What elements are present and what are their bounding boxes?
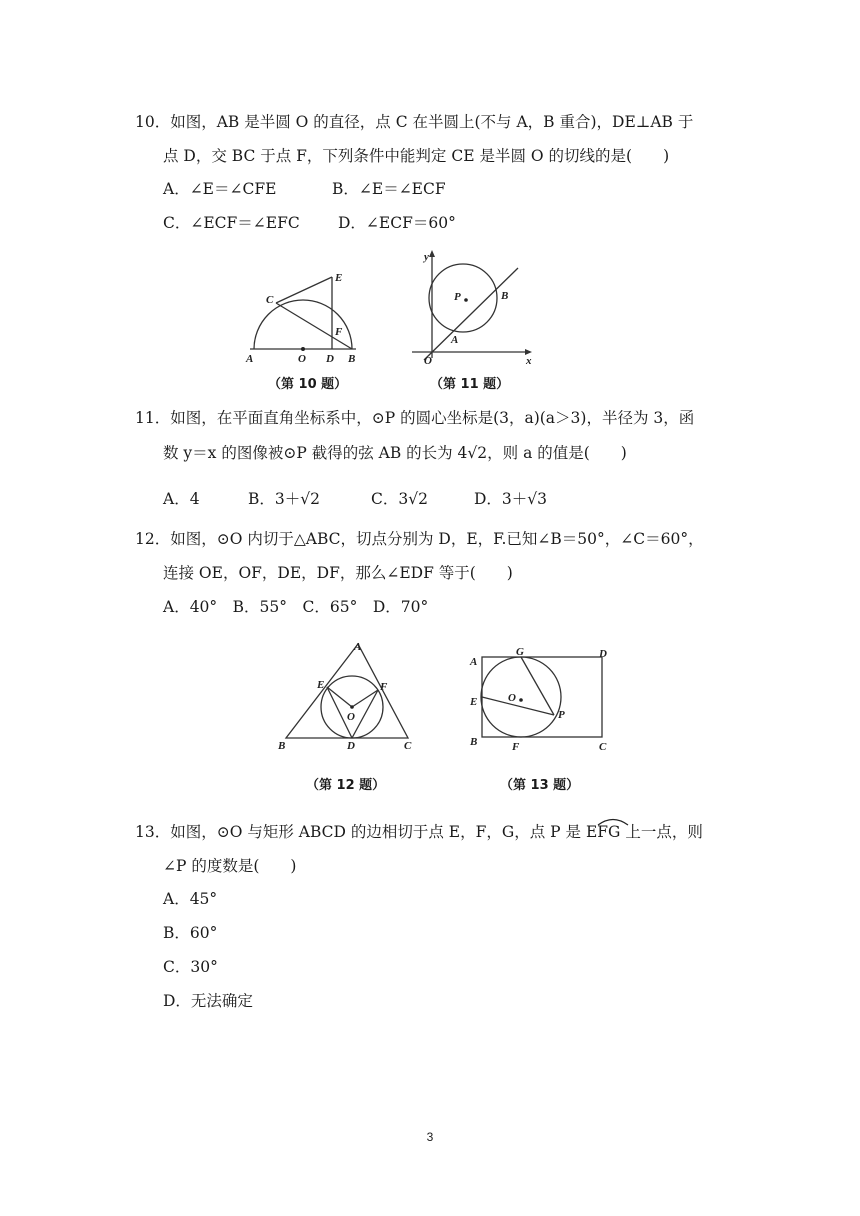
svg-text:y: y (424, 251, 429, 263)
svg-text:F: F (380, 681, 388, 693)
svg-text:P: P (454, 291, 461, 303)
svg-text:P: P (558, 709, 565, 721)
figure-q11 (410, 248, 535, 366)
svg-text:D: D (347, 740, 355, 752)
svg-text:F: F (512, 741, 520, 753)
q12-options: A．40° B．55° C．65° D．70° (163, 598, 429, 616)
svg-text:C: C (599, 741, 607, 753)
svg-text:G: G (516, 646, 524, 658)
svg-text:O: O (424, 355, 432, 366)
figure-q13 (466, 645, 616, 755)
svg-text:A: A (354, 641, 362, 653)
q10-option-d: D．∠ECF＝60° (338, 214, 456, 232)
svg-text:D: D (599, 648, 607, 660)
arc-mark (596, 816, 630, 826)
q12-figure-caption: （第 12 题） (306, 778, 386, 793)
q12-stem-line1: 12．如图，⊙O 内切于△ABC，切点分别为 D，E，F.已知∠B＝50°，∠C＝60°， (135, 530, 704, 548)
svg-text:C: C (266, 294, 274, 306)
q13-stem-line1: 13．如图，⊙O 与矩形 ABCD 的边相切于点 E，F，G，点 P 是 EFG 上一点，则 (135, 823, 703, 841)
figure-q12 (272, 638, 422, 754)
svg-text:F: F (335, 326, 343, 338)
q10-stem-line1: 10．如图，AB 是半圆 O 的直径，点 C 在半圆上(不与 A，B 重合)，DE⊥AB 于 (135, 113, 694, 131)
svg-text:O: O (298, 353, 306, 365)
svg-text:O: O (347, 711, 355, 723)
q11-stem-line2: 数 y＝x 的图像被⊙P 截得的弦 AB 的长为 4√2，则 a 的值是( ) (163, 444, 627, 462)
q13-option-c: C．30° (163, 958, 218, 976)
svg-text:C: C (404, 740, 412, 752)
q11-option-d: D．3＋√3 (474, 490, 548, 508)
svg-text:A: A (246, 353, 254, 365)
q13-stem-line2: ∠P 的度数是( ) (163, 857, 297, 875)
page-number: 3 (426, 1130, 434, 1144)
q10-option-a: A．∠E＝∠CFE (163, 180, 277, 198)
figure-q10 (240, 265, 370, 365)
q13-option-d: D．无法确定 (163, 992, 253, 1010)
q11-option-a: A．4 (163, 490, 200, 508)
q11-stem-line1: 11．如图，在平面直角坐标系中，⊙P 的圆心坐标是(3，a)(a＞3)，半径为 3，函 (135, 409, 695, 427)
svg-text:O: O (508, 692, 516, 704)
q11-option-c: C．3√2 (371, 490, 428, 508)
svg-text:B: B (348, 353, 356, 365)
q12-stem-line2: 连接 OE，OF，DE，DF，那么∠EDF 等于( ) (163, 564, 513, 582)
q10-stem-line2: 点 D，交 BC 于点 F，下列条件中能判定 CE 是半圆 O 的切线的是( ) (163, 147, 670, 165)
svg-text:A: A (470, 656, 478, 668)
q13-figure-caption: （第 13 题） (500, 778, 580, 793)
svg-text:E: E (470, 696, 478, 708)
svg-text:B: B (278, 740, 286, 752)
svg-text:x: x (526, 355, 532, 366)
q10-figure-caption: （第 10 题） (268, 377, 348, 392)
svg-text:B: B (470, 736, 478, 748)
q11-option-b: B．3＋√2 (248, 490, 320, 508)
svg-text:D: D (326, 353, 334, 365)
q13-option-a: A．45° (163, 890, 218, 908)
q10-option-b: B．∠E＝∠ECF (332, 180, 446, 198)
q11-figure-caption: （第 11 题） (430, 377, 510, 392)
svg-text:E: E (335, 272, 343, 284)
q13-option-b: B．60° (163, 924, 218, 942)
svg-text:B: B (501, 290, 509, 302)
svg-text:E: E (317, 679, 325, 691)
q10-option-c: C．∠ECF＝∠EFC (163, 214, 300, 232)
svg-text:A: A (451, 334, 459, 346)
